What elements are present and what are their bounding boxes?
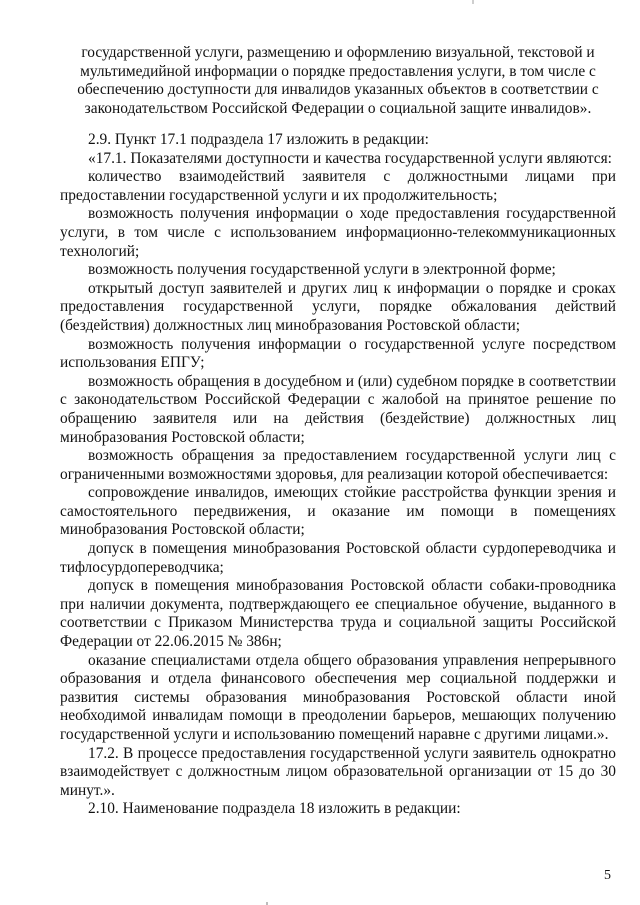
paragraph-2-10: 2.10. Наименование подраздела 18 изложить в редакции: xyxy=(88,800,461,818)
list-item-appeal: возможность обращения в досудебном и (или) судебном порядке в соответствии с законодательством Российской Федерации с жалобой на принятое решение по обращению заявителя или на действия (бездействие) должностных лиц минобразования Ростовской области; xyxy=(60,372,616,446)
intro-paragraph: государственной услуги, размещению и оформлению визуальной, текстовой и мультимедийной информации о порядке предоставления услуги, в том числе с обеспечению доступности для инвалидов указанных объектов в соответствии с законодательством Российской Федерации о социальной защите инвалидов». xyxy=(77,44,599,117)
list-item-electronic-form: возможность получения государственной услуги в электронной форме; xyxy=(88,261,556,279)
page-number: 5 xyxy=(604,868,611,883)
paragraph-17-1: «17.1. Показателями доступности и качества государственной услуги являются: xyxy=(88,149,612,167)
list-item-disabled-access: возможность обращения за предоставлением государственной услуги лиц с ограниченными возможностями здоровья, для реализации которой обеспечивается: xyxy=(60,447,616,483)
paragraph-17-2: 17.2. В процессе предоставления государственной услуги заявитель однократно взаимодействует с должностным лицом образовательной организации от 15 до 30 минут.». xyxy=(60,744,616,799)
scan-mark-top xyxy=(472,0,474,4)
list-item-epgu: возможность получения информации о государственной услуге посредством использования ЕПГУ; xyxy=(60,335,616,372)
list-item-guide-dog: допуск в помещения минобразования Ростовской области собаки-проводника при наличии документа, подтверждающего ее специальное обучение, выданного в соответствии с Приказом Министерства труда и социальной защиты Российской Федерации от 22.06.2015 № 386н; xyxy=(60,577,616,651)
intro-block xyxy=(70,44,606,118)
list-item-open-access: открытый доступ заявителей и других лиц к информации о порядке и сроках предоставления государственной услуги, порядке обжалования действий (бездействия) должностных лиц минобразования Ростовской области; xyxy=(60,279,616,334)
main-text xyxy=(60,131,616,819)
list-item-progress-info: возможность получения информации о ходе предоставления государственной услуги, в том числе с использованием информационно-телекоммуникационных технологий; xyxy=(60,205,616,260)
paragraph-2-9: 2.9. Пункт 17.1 подраздела 17 изложить в редакции: xyxy=(88,131,429,148)
list-item-interactions: количество взаимодействий заявителя с должностными лицами при предоставлении государственной услуги и их продолжительность; xyxy=(60,168,616,204)
list-item-escort: сопровождение инвалидов, имеющих стойкие расстройства функции зрения и самостоятельного передвижения, и оказание им помощи в помещениях минобразования Ростовской области; xyxy=(60,484,616,539)
list-item-assistance: оказание специалистами отдела общего образования управления непрерывного образования и отдела финансового обеспечения мер социальной поддержки и развития системы образования минобразования Ростовской области иной необходимой инвалидам помощи в преодолении барьеров, мешающих получению государственной услуги и использованию помещений наравне с другими лицами.». xyxy=(60,651,616,743)
list-item-sign-interpreter: допуск в помещения минобразования Ростовской области сурдопереводчика и тифлосурдопереводчика; xyxy=(60,540,616,576)
